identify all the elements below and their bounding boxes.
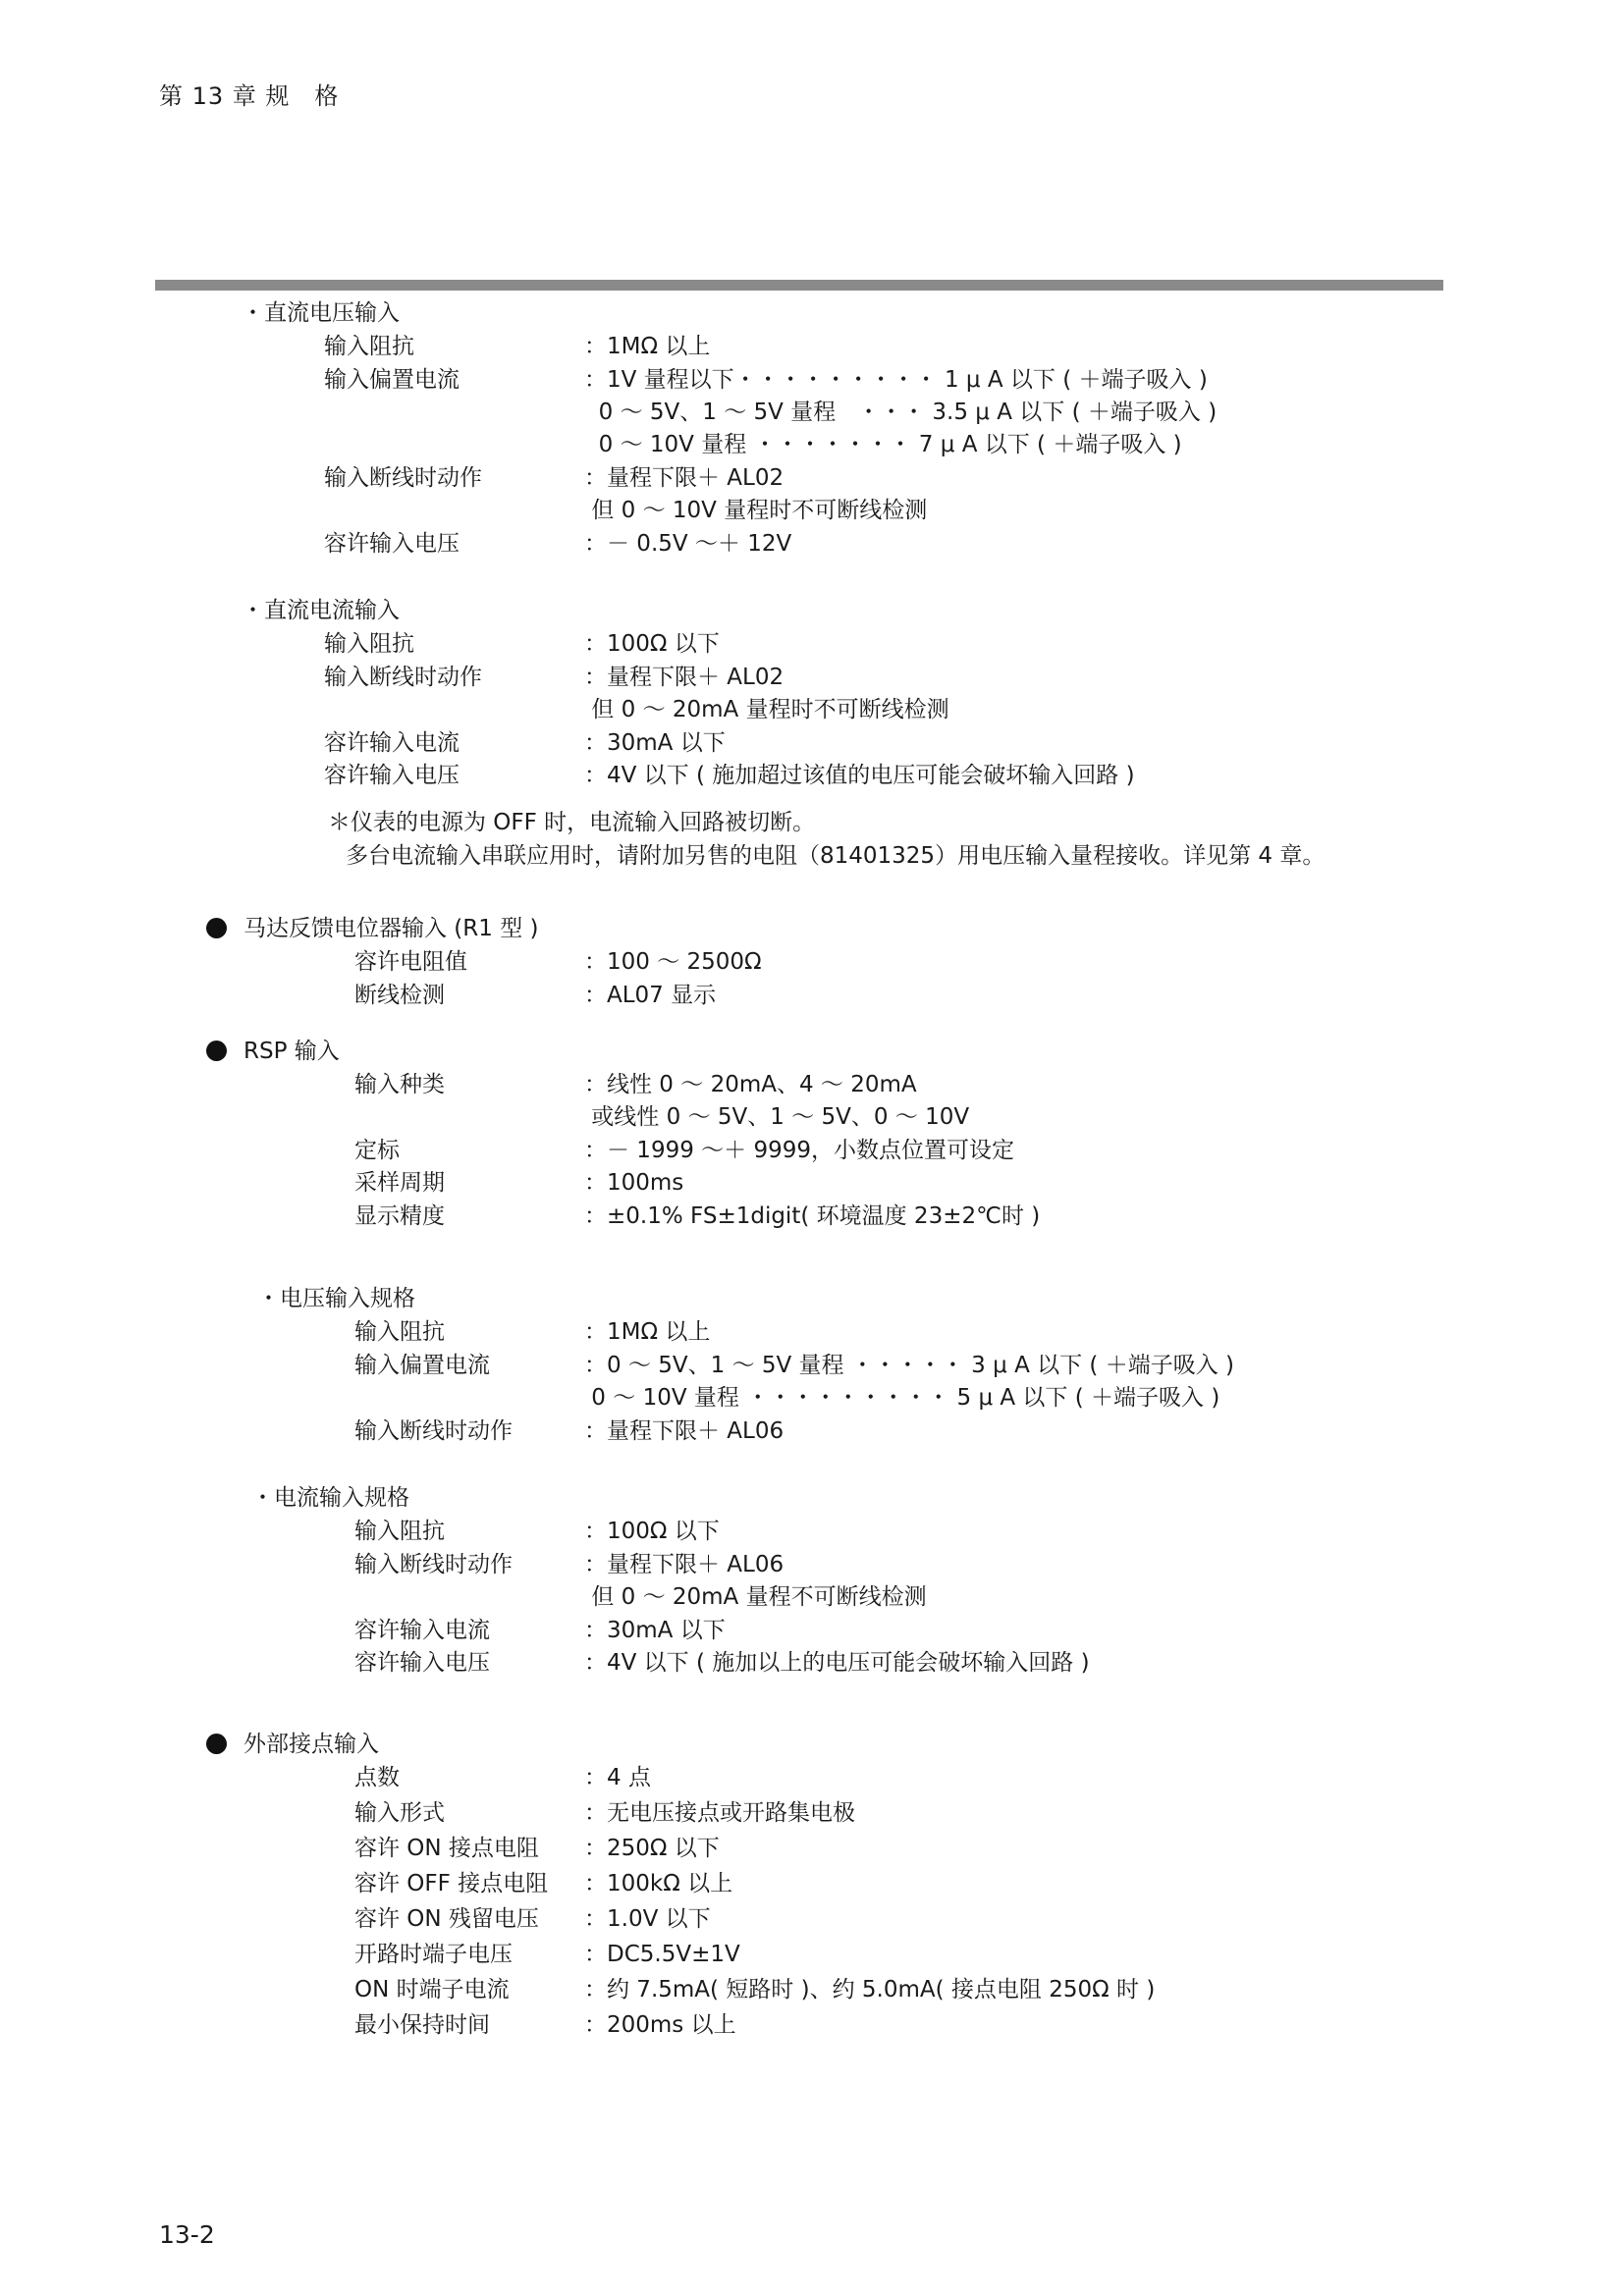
spec-label: 显示精度	[354, 1203, 445, 1229]
subsection-heading: ・直流电压输入	[242, 300, 400, 326]
spec-label: 输入偏置电流	[324, 367, 460, 393]
spec-value: ：约 7.5mA( 短路时 )、约 5.0mA( 接点电阻 250Ω 时 )	[584, 1977, 1156, 2002]
spec-value-continued: 但 0 ～ 20mA 量程时不可断线检测	[584, 697, 949, 722]
spec-label: 输入断线时动作	[354, 1552, 513, 1577]
spec-value: ：4V 以下 ( 施加以上的电压可能会破坏输入回路 )	[584, 1650, 1090, 1676]
spec-label: 输入阻抗	[354, 1519, 445, 1544]
spec-value: ：1V 量程以下・・・・・・・・・ 1 μ A 以下 ( ＋端子吸入 )	[584, 367, 1208, 393]
spec-value: ：100 ～ 2500Ω	[584, 949, 762, 975]
spec-label: 输入断线时动作	[324, 465, 482, 491]
spec-label: 最小保持时间	[354, 2012, 490, 2038]
spec-value-continued: 0 ～ 10V 量程 ・・・・・・・・・ 5 μ A 以下 ( ＋端子吸入 )	[584, 1385, 1220, 1411]
spec-value: ：100ms	[584, 1170, 684, 1196]
spec-value: ：无电压接点或开路集电极	[584, 1800, 855, 1826]
spec-value: ：线性 0 ～ 20mA、4 ～ 20mA	[584, 1072, 917, 1097]
spec-value: ：AL07 显示	[584, 983, 717, 1008]
spec-label: 输入种类	[354, 1072, 445, 1097]
spec-label: 容许输入电压	[324, 763, 460, 788]
spec-value: ：4 点	[584, 1765, 651, 1790]
spec-label: 开路时端子电压	[354, 1942, 513, 1967]
spec-label: 断线检测	[354, 983, 445, 1008]
spec-value: ：1.0V 以下	[584, 1906, 711, 1932]
spec-value: ：－ 0.5V ～＋ 12V	[584, 531, 792, 557]
spec-label: 输入阻抗	[324, 631, 414, 657]
spec-label: 输入阻抗	[324, 334, 414, 359]
spec-label: 点数	[354, 1765, 400, 1790]
spec-value: ：－ 1999 ～＋ 9999，小数点位置可设定	[584, 1138, 1014, 1163]
bullet-icon	[206, 918, 227, 938]
subsection-heading: ・电流输入规格	[251, 1485, 409, 1511]
spec-label: 容许电阻值	[354, 949, 467, 975]
spec-value: ：±0.1% FS±1digit( 环境温度 23±2℃时 )	[584, 1203, 1041, 1229]
section-heading: 外部接点输入	[244, 1732, 379, 1757]
spec-value-continued: 或线性 0 ～ 5V、1 ～ 5V、0 ～ 10V	[584, 1104, 970, 1130]
section-heading: 马达反馈电位器输入 (R1 型 )	[244, 916, 539, 941]
spec-value: ：量程下限＋ AL02	[584, 665, 785, 690]
spec-value: ：250Ω 以下	[584, 1836, 720, 1861]
spec-label: 容许输入电压	[324, 531, 460, 557]
spec-label: 输入形式	[354, 1800, 445, 1826]
chapter-header: 第 13 章 规 格	[159, 82, 340, 110]
spec-value-continued: 但 0 ～ 20mA 量程不可断线检测	[584, 1584, 927, 1610]
section-heading: RSP 输入	[244, 1039, 340, 1064]
spec-value: ：DC5.5V±1V	[584, 1942, 740, 1967]
spec-value: ：量程下限＋ AL02	[584, 465, 785, 491]
spec-value: ：30mA 以下	[584, 730, 726, 756]
spec-value-continued: 0 ～ 5V、1 ～ 5V 量程 ・・・ 3.5 μ A 以下 ( ＋端子吸入 )	[584, 400, 1218, 425]
spec-label: 定标	[354, 1138, 400, 1163]
page-number: 13-2	[159, 2220, 215, 2249]
spec-label: 容许 ON 残留电压	[354, 1906, 539, 1932]
spec-label: 输入断线时动作	[354, 1418, 513, 1444]
spec-label: 输入断线时动作	[324, 665, 482, 690]
spec-label: 容许 OFF 接点电阻	[354, 1871, 549, 1896]
spec-label: 容许输入电压	[354, 1650, 490, 1676]
spec-value: ：200ms 以上	[584, 2012, 736, 2038]
spec-label: 容许输入电流	[354, 1618, 490, 1643]
spec-label: 输入阻抗	[354, 1319, 445, 1345]
subsection-heading: ・直流电流输入	[242, 598, 400, 623]
spec-label: 输入偏置电流	[354, 1353, 490, 1378]
spec-value: ：0 ～ 5V、1 ～ 5V 量程 ・・・・・ 3 μ A 以下 ( ＋端子吸入 )	[584, 1353, 1234, 1378]
spec-label: 采样周期	[354, 1170, 445, 1196]
spec-value: ：100Ω 以下	[584, 1519, 720, 1544]
spec-value: ：量程下限＋ AL06	[584, 1418, 785, 1444]
spec-value: ：1MΩ 以上	[584, 1319, 711, 1345]
spec-value-continued: 但 0 ～ 10V 量程时不可断线检测	[584, 498, 928, 523]
spec-value: ：30mA 以下	[584, 1618, 726, 1643]
spec-value: ：4V 以下 ( 施加超过该值的电压可能会破坏输入回路 )	[584, 763, 1135, 788]
spec-value: ：100kΩ 以上	[584, 1871, 733, 1896]
subsection-heading: ・电压输入规格	[257, 1286, 415, 1311]
spec-value: ：100Ω 以下	[584, 631, 720, 657]
bullet-icon	[206, 1041, 227, 1061]
note-text: 多台电流输入串联应用时，请附加另售的电阻（81401325）用电压输入量程接收。详见第 4 章。	[346, 843, 1326, 869]
spec-label: 容许输入电流	[324, 730, 460, 756]
bullet-icon	[206, 1734, 227, 1754]
section-divider	[155, 280, 1443, 291]
spec-value-continued: 0 ～ 10V 量程 ・・・・・・・ 7 μ A 以下 ( ＋端子吸入 )	[584, 432, 1182, 457]
spec-label: ON 时端子电流	[354, 1977, 510, 2002]
note-text: ＊仪表的电源为 OFF 时，电流输入回路被切断。	[328, 810, 816, 835]
spec-value: ：量程下限＋ AL06	[584, 1552, 785, 1577]
spec-label: 容许 ON 接点电阻	[354, 1836, 539, 1861]
spec-value: ：1MΩ 以上	[584, 334, 711, 359]
